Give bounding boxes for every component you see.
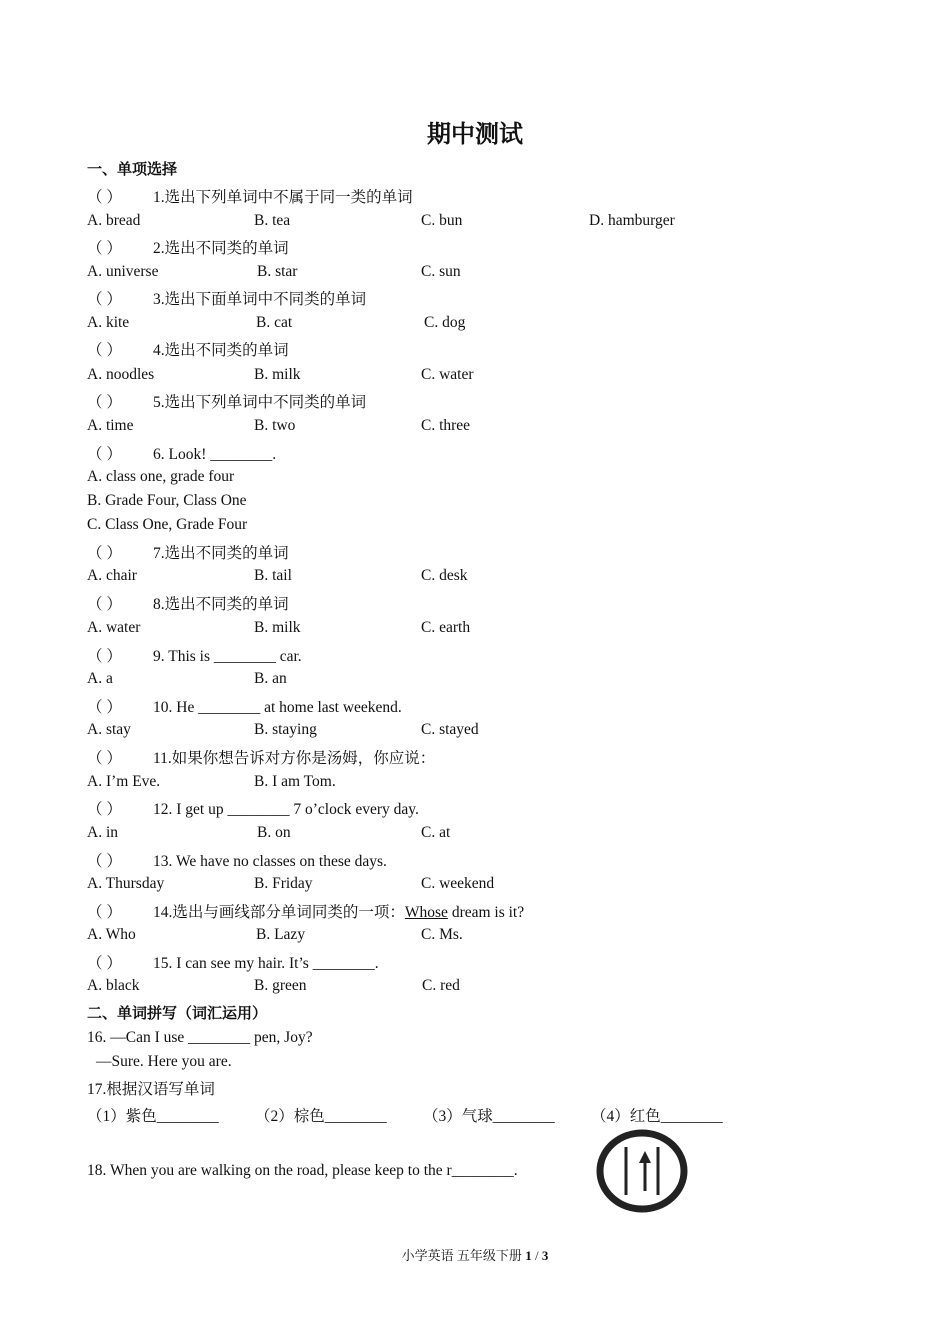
answer-bracket[interactable]: （ ）: [87, 446, 122, 463]
option-a: A. a: [87, 670, 113, 687]
question-10: [87, 695, 402, 717]
page-separator: /: [531, 1248, 542, 1263]
option-b: B. milk: [254, 366, 301, 383]
question-stem-tail: dream is it?: [447, 904, 525, 921]
question-stem: 11.如果你想告诉对方你是汤姆，你应说：: [153, 750, 436, 767]
question-stem: 3.选出下面单词中不同类的单词: [153, 291, 367, 308]
answer-bracket[interactable]: （ ）: [87, 189, 122, 206]
question-stem: 14.选出与画线部分单词同类的一项：: [153, 904, 405, 921]
answer-bracket[interactable]: （ ）: [87, 750, 122, 767]
section-heading-single-choice: 一、单项选择: [87, 160, 178, 178]
option-b: B. I am Tom.: [254, 773, 336, 790]
question-8: [87, 592, 289, 614]
option-c: C. Ms.: [421, 926, 463, 943]
option-b: B. two: [254, 417, 296, 434]
option-c: C. at: [421, 824, 451, 841]
option-b: B. milk: [254, 619, 301, 636]
underlined-word: Whose: [404, 904, 448, 921]
option-a: A. noodles: [87, 366, 155, 383]
question-7: [87, 541, 289, 563]
page-total: 3: [541, 1248, 549, 1263]
question-stem: 13. We have no classes on these days.: [153, 853, 387, 870]
option-a: A. chair: [87, 567, 137, 584]
option-b: B. Grade Four, Class One: [87, 492, 247, 509]
option-c: C. earth: [421, 619, 471, 636]
option-a: A. water: [87, 619, 141, 636]
option-d: D. hamburger: [589, 212, 675, 229]
option-a: A. class one, grade four: [87, 468, 235, 485]
section-heading-spelling: 二、单词拼写（词汇运用）: [87, 1004, 268, 1022]
question-2: [87, 236, 289, 258]
question-16-line-1: 16. —Can I use ________ pen, Joy?: [87, 1029, 313, 1046]
question-3: [87, 287, 366, 309]
option-a: A. universe: [87, 263, 159, 280]
option-c: C. Class One, Grade Four: [87, 516, 248, 533]
option-b: B. star: [257, 263, 298, 280]
question-5: [87, 390, 366, 412]
question-stem: 1.选出下列单词中不属于同一类的单词: [153, 189, 413, 206]
question-11: [87, 746, 435, 768]
option-a: A. time: [87, 417, 134, 434]
option-a: A. I’m Eve.: [87, 773, 161, 790]
question-15: [87, 951, 379, 973]
option-c: C. dog: [424, 314, 466, 331]
option-c: C. three: [421, 417, 471, 434]
question-16-line-2: —Sure. Here you are.: [96, 1053, 232, 1070]
question-stem: 15. I can see my hair. It’s ________.: [153, 955, 379, 972]
question-6: [87, 442, 276, 464]
question-stem: 6. Look! ________.: [153, 446, 277, 463]
option-a: A. in: [87, 824, 118, 841]
question-stem: 8.选出不同类的单词: [153, 596, 289, 613]
keep-right-traffic-sign-icon: [596, 1129, 688, 1213]
page-title: 期中测试: [427, 120, 523, 148]
option-c: C. weekend: [421, 875, 495, 892]
answer-bracket[interactable]: （ ）: [87, 904, 122, 921]
question-17-stem: 17.根据汉语写单词: [87, 1081, 215, 1098]
option-b: B. Friday: [254, 875, 313, 892]
option-a: A. kite: [87, 314, 130, 331]
answer-bracket[interactable]: （ ）: [87, 699, 122, 716]
option-c: C. stayed: [421, 721, 479, 738]
answer-bracket[interactable]: （ ）: [87, 596, 122, 613]
question-stem: 2.选出不同类的单词: [153, 240, 289, 257]
answer-bracket[interactable]: （ ）: [87, 648, 122, 665]
option-c: C. bun: [421, 212, 463, 229]
option-c: C. desk: [421, 567, 468, 584]
option-a: A. black: [87, 977, 140, 994]
answer-bracket[interactable]: （ ）: [87, 801, 122, 818]
question-stem: 12. I get up ________ 7 o’clock every day.: [153, 801, 419, 818]
question-12: [87, 797, 419, 819]
option-a: A. stay: [87, 721, 131, 738]
answer-bracket[interactable]: （ ）: [87, 955, 122, 972]
option-b: B. green: [254, 977, 307, 994]
option-b: B. tail: [254, 567, 292, 584]
answer-bracket[interactable]: （ ）: [87, 545, 122, 562]
question-stem: 9. This is ________ car.: [153, 648, 302, 665]
answer-bracket[interactable]: （ ）: [87, 394, 122, 411]
question-13: [87, 849, 387, 871]
page-number: 1: [525, 1248, 532, 1263]
q17-item-balloon: （3）气球________: [423, 1108, 555, 1125]
question-stem: 4.选出不同类的单词: [153, 342, 289, 359]
answer-bracket[interactable]: （ ）: [87, 342, 122, 359]
question-1: [87, 185, 413, 207]
option-b: B. tea: [254, 212, 291, 229]
question-stem: 10. He ________ at home last weekend.: [153, 699, 402, 716]
question-stem: 5.选出下列单词中不同类的单词: [153, 394, 367, 411]
question-9: [87, 644, 302, 666]
question-4: [87, 338, 289, 360]
option-a: A. bread: [87, 212, 141, 229]
q17-item-red: （4）红色________: [591, 1108, 723, 1125]
answer-bracket[interactable]: （ ）: [87, 853, 122, 870]
q17-item-purple: （1）紫色________: [87, 1108, 219, 1125]
option-b: B. an: [254, 670, 287, 687]
answer-bracket[interactable]: （ ）: [87, 240, 122, 257]
option-a: A. Who: [87, 926, 136, 943]
footer-text: 小学英语 五年级下册: [401, 1248, 526, 1263]
question-stem: 7.选出不同类的单词: [153, 545, 289, 562]
q17-item-brown: （2）棕色________: [255, 1108, 387, 1125]
option-b: B. on: [257, 824, 291, 841]
option-a: A. Thursday: [87, 875, 165, 892]
answer-bracket[interactable]: （ ）: [87, 291, 122, 308]
question-18-stem: 18. When you are walking on the road, please keep to the r________.: [87, 1162, 518, 1179]
option-c: C. sun: [421, 263, 461, 280]
option-b: B. staying: [254, 721, 317, 738]
option-b: B. Lazy: [256, 926, 306, 943]
option-b: B. cat: [256, 314, 293, 331]
option-c: C. water: [421, 366, 474, 383]
question-14: [87, 900, 524, 922]
option-c: C. red: [422, 977, 460, 994]
page-footer: [0, 1245, 950, 1264]
